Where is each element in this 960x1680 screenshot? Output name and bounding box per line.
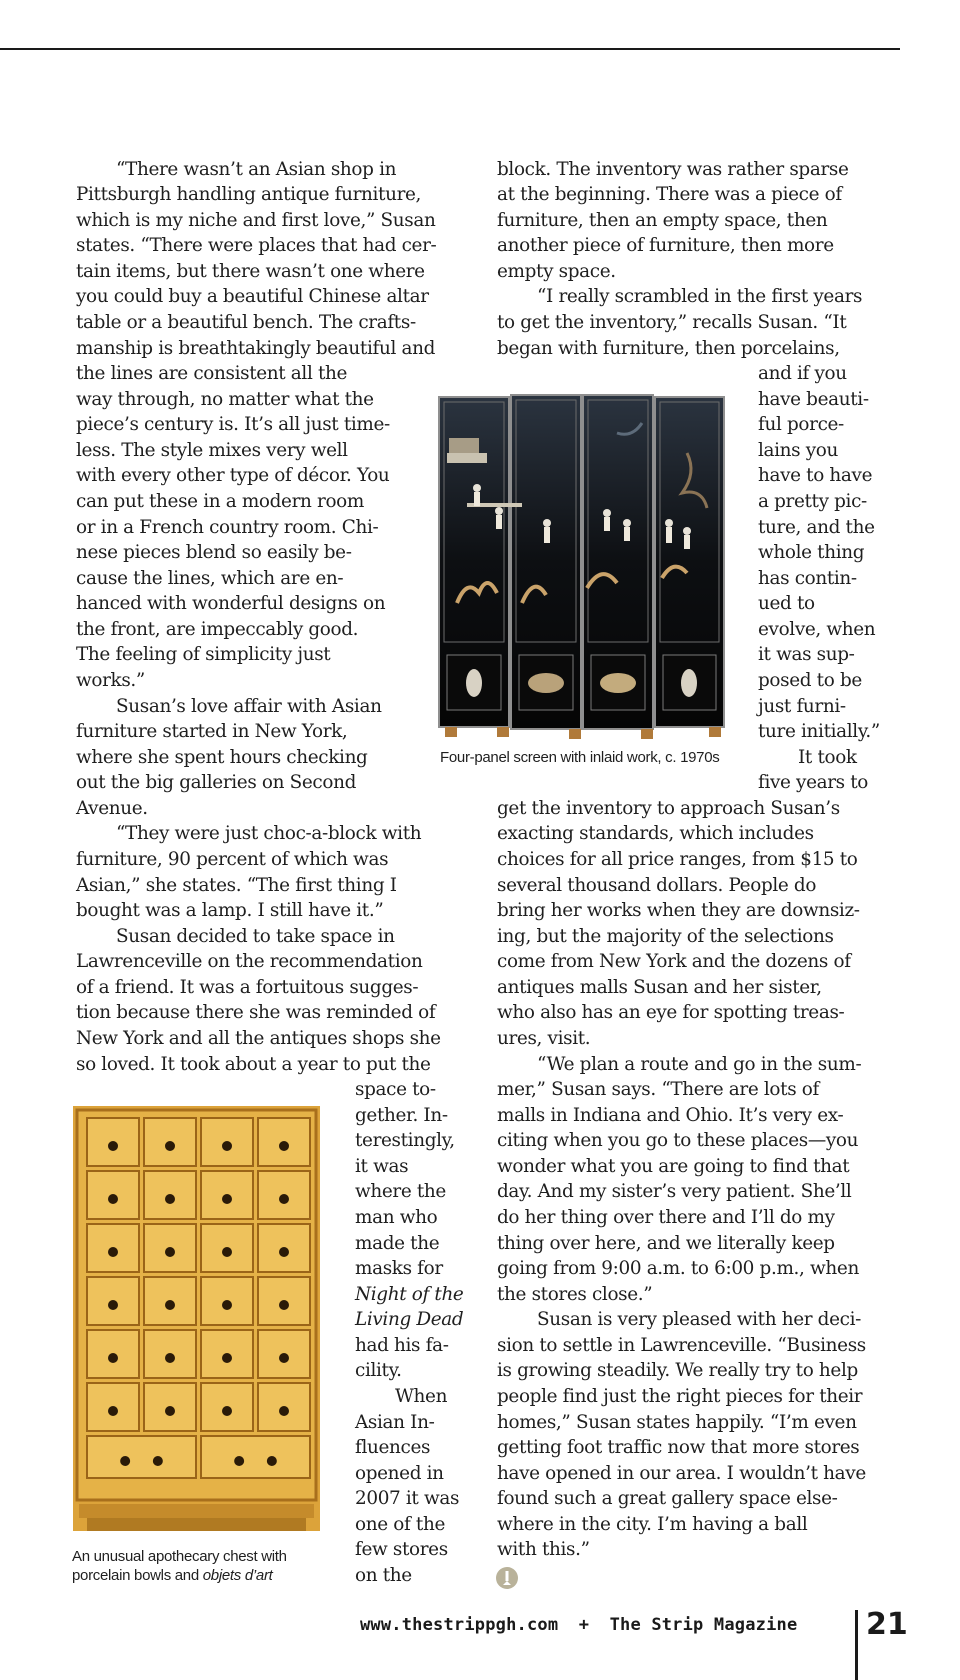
article-line: at the beginning. There was a piece of [497, 184, 842, 205]
footer-separator: + [578, 1615, 590, 1635]
article-line: Susan decided to take space in [116, 926, 395, 947]
chest-drawer-knob [120, 1456, 130, 1466]
article-line: ures, visit. [497, 1028, 591, 1049]
article-line: of a friend. It was a fortuitous sugges- [76, 977, 419, 998]
article-line: a pretty pic- [758, 491, 867, 512]
chest-wide-drawer [87, 1436, 196, 1478]
article-line: ture, and the [758, 517, 875, 538]
chest-drawer-knob [222, 1300, 232, 1310]
article-line: ing, but the majority of the selections [497, 926, 834, 947]
article-line: found such a great gallery space else- [497, 1488, 838, 1509]
article-line: Asian In- [355, 1412, 435, 1433]
article-line: cility. [355, 1360, 402, 1381]
article-line: ture initially.” [758, 721, 880, 742]
article-line: made the [355, 1233, 440, 1254]
article-line: cause the lines, which are en- [76, 568, 344, 589]
chest-caption-line1: An unusual apothecary chest with [72, 1548, 287, 1565]
chest-caption-italic: objets d’art [202, 1567, 273, 1584]
article-line: evolve, when [758, 619, 876, 640]
article-line: lains you [758, 440, 839, 461]
chest-drawer-knob [234, 1456, 244, 1466]
article-line: less. The style mixes very well [76, 440, 348, 461]
article-line: had his fa- [355, 1335, 449, 1356]
article-line: wonder what you are going to find that [497, 1156, 850, 1177]
chest-drawer-knob [165, 1406, 175, 1416]
article-line: thing over here, and we literally keep [497, 1233, 835, 1254]
article-line: Lawrenceville on the recommendation [76, 951, 423, 972]
chest-drawer-knob [222, 1406, 232, 1416]
footer-magazine-name: The Strip Magazine [609, 1615, 798, 1635]
article-line: bought was a lamp. I still have it.” [76, 900, 384, 921]
chest-wide-drawer [201, 1436, 310, 1478]
article-line: getting foot traffic now that more stores [497, 1437, 860, 1458]
chest-drawer-knob [108, 1406, 118, 1416]
article-line: 2007 it was [355, 1488, 460, 1509]
article-line: Avenue. [76, 798, 148, 819]
article-line: the front, are impeccably good. [76, 619, 359, 640]
article-line: day. And my sister’s very patient. She’ll [497, 1181, 852, 1202]
chest-drawer-knob [279, 1141, 289, 1151]
chest-drawer-knob [279, 1247, 289, 1257]
chest-caption-text: porcelain bowls and [72, 1567, 203, 1584]
article-line: who also has an eye for spotting treas- [497, 1002, 845, 1023]
article-line: Susan’s love affair with Asian [116, 696, 382, 717]
article-line: another piece of furniture, then more [497, 235, 834, 256]
article-line: just furni- [758, 696, 846, 717]
article-line: tion because there she was reminded of [76, 1002, 436, 1023]
article-line: Living Dead [355, 1309, 464, 1330]
article-line: where in the city. I’m having a ball [497, 1514, 808, 1535]
article-line: hanced with wonderful designs on [76, 593, 386, 614]
article-line: have opened in our area. I wouldn’t have [497, 1463, 866, 1484]
article-line: posed to be [758, 670, 862, 691]
article-line: block. The inventory was rather sparse [497, 159, 849, 180]
chest-drawer-knob [165, 1353, 175, 1363]
article-line: the lines are consistent all the [76, 363, 348, 384]
article-line: It took [798, 747, 857, 768]
article-line: homes,” Susan states happily. “I’m even [497, 1412, 857, 1433]
article-line: When [395, 1386, 448, 1407]
article-line: New York and all the antiques shops she [76, 1028, 441, 1049]
article-line: which is my niche and first love,” Susan [76, 210, 436, 231]
chest-drawer-knob [108, 1247, 118, 1257]
chest-drawer-knob [165, 1300, 175, 1310]
article-line: masks for [355, 1258, 443, 1279]
article-line: out the big galleries on Second [76, 772, 356, 793]
chest-drawer-knob [279, 1194, 289, 1204]
end-mark-icon [495, 1566, 519, 1590]
article-line: sion to settle in Lawrenceville. “Business [497, 1335, 866, 1356]
article-line: ued to [758, 593, 815, 614]
article-line: or in a French country room. Chi- [76, 517, 379, 538]
chest-drawer-knob [222, 1353, 232, 1363]
article-line: few stores [355, 1539, 448, 1560]
chest-drawer-knob [108, 1194, 118, 1204]
article-line: bring her works when they are downsiz- [497, 900, 860, 921]
article-line: “There wasn’t an Asian shop in [116, 159, 397, 180]
chest-drawer-knob [222, 1194, 232, 1204]
article-line: Susan is very pleased with her deci- [537, 1309, 861, 1330]
apothecary-chest-photo [73, 1106, 320, 1531]
article-line: ful porce- [758, 414, 844, 435]
article-line: tain items, but there wasn’t one where [76, 261, 425, 282]
article-line: fluences [355, 1437, 431, 1458]
article-line: is growing steadily. We really try to help [497, 1360, 858, 1381]
article-line: choices for all price ranges, from $15 to [497, 849, 858, 870]
article-line: table or a beautiful bench. The crafts- [76, 312, 416, 333]
article-line: have to have [758, 465, 873, 486]
article-line: Asian,” she states. “The first thing I [76, 875, 397, 896]
chest-drawer-knob [279, 1300, 289, 1310]
article-line: “We plan a route and go in the sum- [537, 1054, 862, 1075]
top-rule [0, 48, 900, 50]
article-line: whole thing [758, 542, 865, 563]
article-line: going from 9:00 a.m. to 6:00 p.m., when [497, 1258, 859, 1279]
chest-drawer-knob [108, 1300, 118, 1310]
article-line: on the [355, 1565, 412, 1586]
article-line: get the inventory to approach Susan’s [497, 798, 840, 819]
article-line: The feeling of simplicity just [76, 644, 331, 665]
chest-drawer-knob [165, 1141, 175, 1151]
article-line: malls in Indiana and Ohio. It’s very ex- [497, 1105, 844, 1126]
chest-drawer-knob [108, 1353, 118, 1363]
article-line: have beauti- [758, 389, 869, 410]
chest-drawer-knob [267, 1456, 277, 1466]
article-line: Pittsburgh handling antique furniture, [76, 184, 422, 205]
article-line: it was [355, 1156, 409, 1177]
footer-divider [855, 1610, 858, 1680]
article-line: five years to [758, 772, 869, 793]
article-line: to get the inventory,” recalls Susan. “It [497, 312, 847, 333]
article-line: gether. In- [355, 1105, 448, 1126]
footer [360, 1615, 797, 1635]
chest-drawer-knob [279, 1406, 289, 1416]
article-line: do her thing over there and I’ll do my [497, 1207, 835, 1228]
folding-screen-photo [437, 393, 726, 739]
article-line: states. “There were places that had cer- [76, 235, 437, 256]
article-line: mer,” Susan says. “There are lots of [497, 1079, 819, 1100]
article-line: and if you [758, 363, 847, 384]
article-line: one of the [355, 1514, 445, 1535]
article-line: it was sup- [758, 644, 855, 665]
article-line: where she spent hours checking [76, 747, 368, 768]
article-line: has contin- [758, 568, 857, 589]
article-line: began with furniture, then porcelains, [497, 338, 840, 359]
article-line: the stores close.” [497, 1284, 653, 1305]
article-line: several thousand dollars. People do [497, 875, 817, 896]
chest-drawer-knob [222, 1247, 232, 1257]
article-line: can put these in a modern room [76, 491, 364, 512]
article-line: opened in [355, 1463, 444, 1484]
article-line: where the [355, 1181, 446, 1202]
chest-drawer-knob [165, 1247, 175, 1257]
article-line: citing when you go to these places—you [497, 1130, 859, 1151]
chest-drawer-knob [279, 1353, 289, 1363]
article-line: furniture started in New York, [76, 721, 348, 742]
article-line: nese pieces blend so easily be- [76, 542, 352, 563]
article-line: you could buy a beautiful Chinese altar [76, 286, 429, 307]
article-line: works.” [76, 670, 145, 691]
article-line: space to- [355, 1079, 436, 1100]
chest-drawer-knob [153, 1456, 163, 1466]
article-line: empty space. [497, 261, 616, 282]
article-line: furniture, 90 percent of which was [76, 849, 389, 870]
article-line: man who [355, 1207, 438, 1228]
article-line: way through, no matter what the [76, 389, 374, 410]
page-number: 21 [866, 1607, 908, 1642]
screen-caption: Four-panel screen with inlaid work, c. 1970s [440, 749, 720, 766]
chest-caption-line2 [72, 1566, 273, 1585]
article-line: people find just the right pieces for their [497, 1386, 863, 1407]
article-line: “They were just choc-a-block with [116, 823, 422, 844]
article-line: Night of the [355, 1284, 464, 1305]
article-line: piece’s century is. It’s all just time- [76, 414, 390, 435]
article-line: terestingly, [355, 1130, 455, 1151]
chest-drawer-knob [108, 1141, 118, 1151]
footer-url[interactable]: www.thestrippgh.com [360, 1615, 559, 1635]
article-line: manship is breathtakingly beautiful and [76, 338, 436, 359]
article-line: antiques malls Susan and her sister, [497, 977, 822, 998]
article-line: “I really scrambled in the first years [537, 286, 863, 307]
chest-drawer-knob [222, 1141, 232, 1151]
article-line: with this.” [497, 1539, 590, 1560]
article-line: so loved. It took about a year to put the [76, 1054, 431, 1075]
article-line: with every other type of décor. You [76, 465, 390, 486]
chest-drawer-knob [165, 1194, 175, 1204]
article-line: come from New York and the dozens of [497, 951, 851, 972]
article-line: exacting standards, which includes [497, 823, 814, 844]
article-line: furniture, then an empty space, then [497, 210, 828, 231]
